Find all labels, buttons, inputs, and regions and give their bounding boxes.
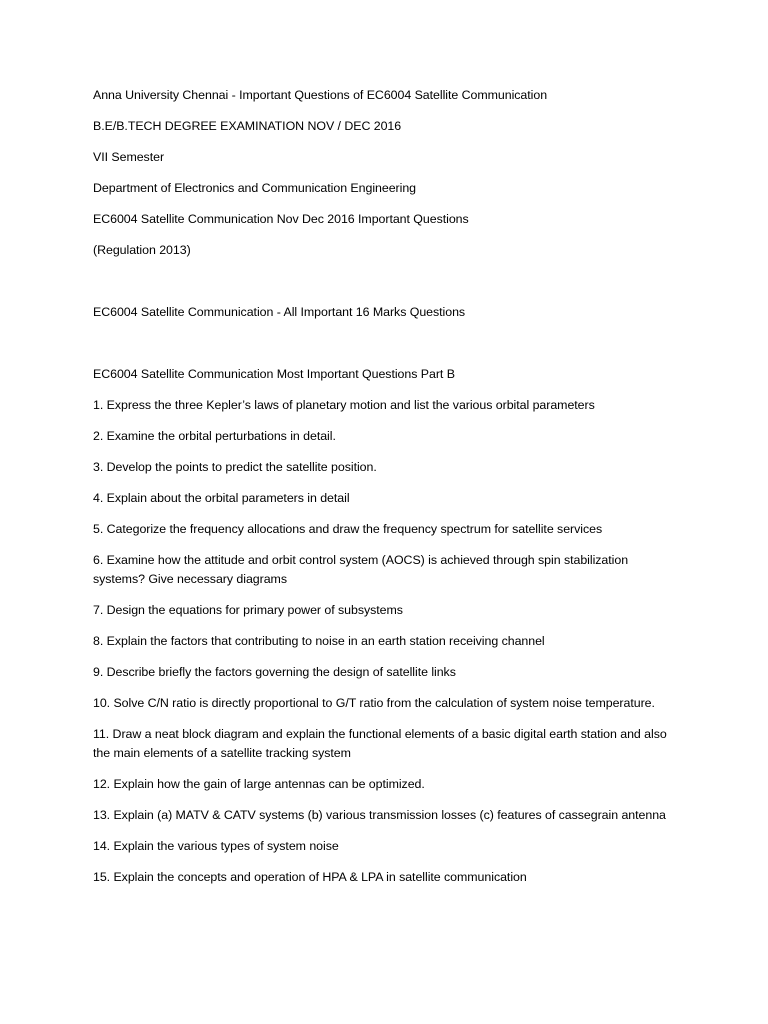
regulation-line: (Regulation 2013)	[93, 243, 191, 257]
question-item: 2. Examine the orbital perturbations in detail.	[93, 429, 336, 443]
question-item: 8. Explain the factors that contributing to noise in an earth station receiving channel	[93, 634, 545, 648]
department-line: Department of Electronics and Communication Engineering	[93, 181, 417, 195]
subject-line: EC6004 Satellite Communication Nov Dec 2016 Important Questions	[93, 212, 469, 226]
question-item: 6. Examine how the attitude and orbit control system (AOCS) is achieved through spin stabilization systems? Give necessary diagrams	[93, 553, 629, 586]
document-title: Anna University Chennai - Important Questions of EC6004 Satellite Communication	[93, 88, 548, 102]
question-item: 15. Explain the concepts and operation of HPA & LPA in satellite communication	[93, 870, 527, 884]
question-item: 14. Explain the various types of system noise	[93, 839, 339, 853]
question-item: 3. Develop the points to predict the satellite position.	[93, 460, 377, 474]
question-item: 5. Categorize the frequency allocations and draw the frequency spectrum for satellite services	[93, 522, 603, 536]
semester-line: VII Semester	[93, 150, 165, 164]
section-title: EC6004 Satellite Communication - All Important 16 Marks Questions	[93, 305, 466, 319]
question-item: 7. Design the equations for primary power of subsystems	[93, 603, 403, 617]
question-item: 9. Describe briefly the factors governing the design of satellite links	[93, 665, 456, 679]
question-item: 12. Explain how the gain of large antennas can be optimized.	[93, 777, 425, 791]
document-body	[93, 86, 673, 887]
exam-line: B.E/B.TECH DEGREE EXAMINATION NOV / DEC 2016	[93, 119, 402, 133]
question-item: 11. Draw a neat block diagram and explain the functional elements of a basic digital earth station and also the main elements of a satellite tracking system	[93, 727, 667, 760]
question-item: 10. Solve C/N ratio is directly proportional to G/T ratio from the calculation of system noise temperature.	[93, 696, 655, 710]
question-item: 1. Express the three Kepler’s laws of planetary motion and list the various orbital parameters	[93, 398, 595, 412]
question-item: 4. Explain about the orbital parameters in detail	[93, 491, 350, 505]
question-item: 13. Explain (a) MATV & CATV systems (b) various transmission losses (c) features of cassegrain antenna	[93, 808, 666, 822]
part-title: EC6004 Satellite Communication Most Important Questions Part B	[93, 367, 455, 381]
